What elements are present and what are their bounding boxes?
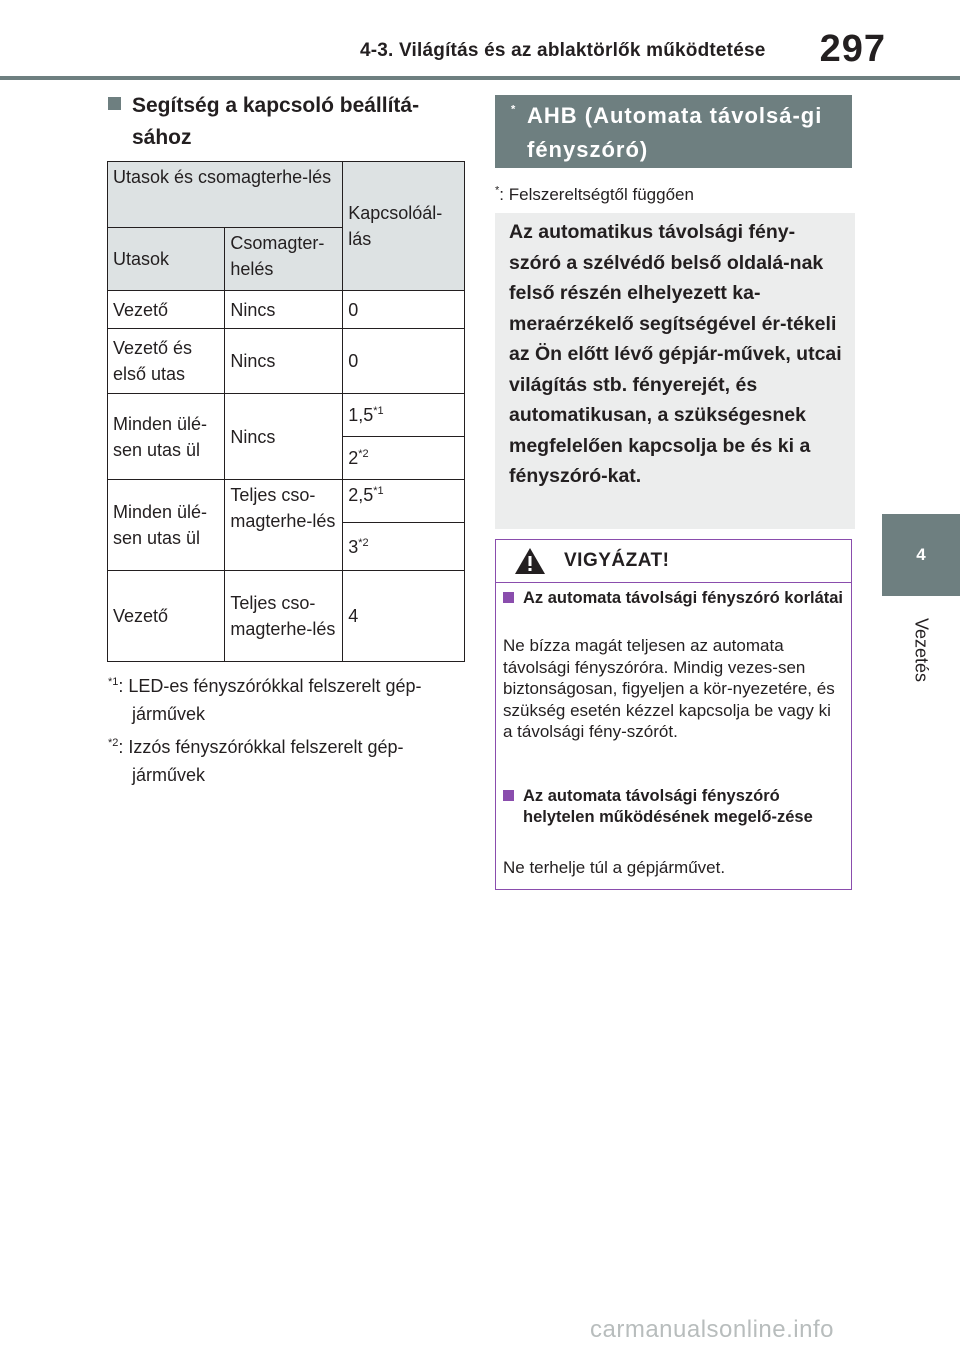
footnote-1: $^{*1}$: LED-es fényszórókkal felszerelt gép- járművek [108, 676, 422, 724]
table-row [108, 291, 465, 329]
cell-position: 3$^{*2}$ [343, 523, 465, 571]
table-header-group: Utasok és csomagterhe-lés [108, 162, 343, 228]
footnote-ref: *1 [373, 485, 384, 497]
cell-position: 2,5$^{*1}$ [343, 480, 465, 523]
ahb-title: AHB (Automata távolsá-gi fényszóró) * [511, 103, 823, 162]
square-bullet-icon [108, 97, 121, 110]
chapter-number: 4 [916, 545, 926, 564]
cell-passengers: Vezető [108, 571, 225, 662]
caution-subheading: Az automata távolsági fényszóró korlátai [503, 588, 843, 609]
running-header-title: 4-3. Világítás és az ablaktörlők működtetése [360, 40, 766, 61]
cell-passengers: Minden ülé-sen utas ül [108, 394, 225, 480]
table-row [108, 571, 465, 662]
page-number: 297 [819, 28, 886, 70]
cell-position: 0 [343, 291, 465, 329]
footnote-mark: *2 [108, 737, 119, 749]
caution-paragraph: Ne bízza magát teljesen az automata távolsági fényszóróra. Mindig vezes-sen biztonságosan, figyeljen a kör-nyezetére, és szükség esetén kézzel kapcsolja be vagy ki a távolsági fény-szórót. [503, 636, 835, 741]
intro-box [495, 213, 855, 529]
caution-paragraph: Ne terhelje túl a gépjárművet. [503, 858, 726, 877]
footnote-mark: *1 [108, 676, 119, 688]
footnote-ref: *2 [358, 536, 369, 549]
table-row [108, 480, 465, 523]
table-header-luggage: Csomagter-helés [225, 228, 343, 291]
table-row [108, 394, 465, 437]
table-header-switch: Kapcsolóál-lás [343, 162, 465, 291]
chapter-tab [882, 514, 960, 596]
footnote-2: $^{*2}$: Izzós fényszórókkal felszerelt gép- járművek [108, 737, 404, 785]
cell-luggage: Nincs [225, 394, 343, 480]
availability-note: *: Felszereltségtől függően [495, 184, 694, 204]
caution-label: VIGYÁZAT! [564, 550, 670, 571]
cell-luggage: Teljes cso-magterhe-lés [225, 571, 343, 662]
intro-text: Az automatikus távolsági fény-szóró a szélvédő belső oldalá-nak felső részén elhelyezett ka-meraérzékelő segítségével ér-tékeli az Ön előtt lévő gépjár-művek, utcai világítás stb. fényerejét, és automatikusan, a szükségesnek megfelelően kapcsolja be és ki a fényszóró-kat. [509, 221, 842, 487]
section-heading [108, 90, 458, 154]
optional-equipment-mark: * [511, 103, 517, 116]
cell-position: 4 [343, 571, 465, 662]
header-rule [0, 76, 960, 80]
table-row [108, 329, 465, 394]
cell-position: 2$^{*2}$ [343, 437, 465, 480]
cell-passengers: Vezető és első utas [108, 329, 225, 394]
caution-box [495, 539, 852, 890]
caution-header [496, 540, 851, 583]
cell-passengers: Minden ülé-sen utas ül [108, 480, 225, 571]
cell-luggage: Nincs [225, 291, 343, 329]
watermark: carmanualsonline.info [590, 1316, 834, 1343]
ahb-title-box [495, 95, 852, 168]
caution-subheading: Az automata távolsági fényszóró helytelen működésének megelő-zése [503, 786, 843, 828]
cell-luggage: Teljes cso-magterhe-lés [225, 480, 343, 571]
warning-triangle-icon [514, 547, 546, 575]
square-bullet-icon [503, 790, 514, 801]
cell-luggage: Nincs [225, 329, 343, 394]
table-header-passengers: Utasok [108, 228, 225, 291]
footnote-ref: *1 [373, 405, 384, 417]
cell-position: 1,5$^{*1}$ [343, 394, 465, 437]
chapter-label [882, 600, 960, 700]
chapter-title: Vezetés [911, 617, 932, 683]
switch-setting-table [107, 161, 465, 662]
section-heading-text: Segítség a kapcsoló beállítá-sához [132, 94, 420, 149]
cell-passengers: Vezető [108, 291, 225, 329]
cell-position: 0 [343, 329, 465, 394]
square-bullet-icon [503, 592, 514, 603]
footnote-ref: *2 [358, 448, 369, 460]
